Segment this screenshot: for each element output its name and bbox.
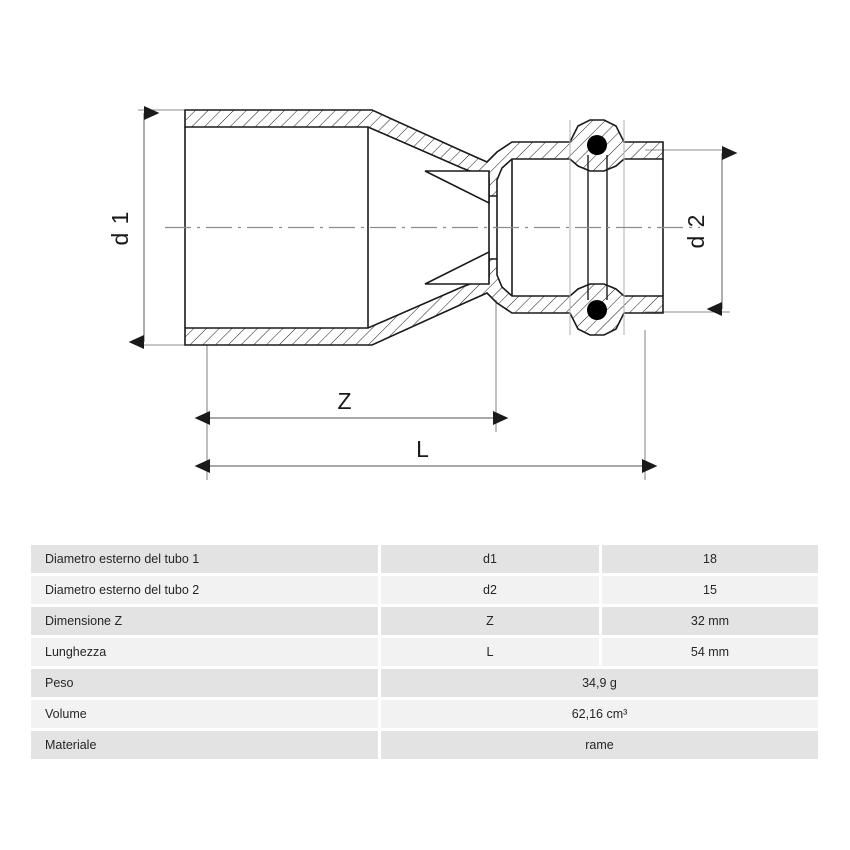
spec-value: 54 mm — [602, 638, 818, 666]
spec-value: rame — [381, 731, 818, 759]
spec-symbol: Z — [381, 607, 599, 635]
table-row — [31, 607, 818, 635]
table-row — [31, 638, 818, 666]
table-row — [31, 669, 818, 697]
spec-value: 62,16 cm³ — [381, 700, 818, 728]
seal-ring-top — [587, 135, 607, 155]
spec-value: 32 mm — [602, 607, 818, 635]
dimension-label-z: Z — [337, 388, 353, 414]
table-row — [31, 700, 818, 728]
table-row — [31, 545, 818, 573]
seal-ring-bottom — [587, 300, 607, 320]
dimension-label-d1: d 1 — [107, 210, 133, 246]
spec-label: Materiale — [31, 731, 378, 759]
table-row — [31, 576, 818, 604]
dimension-d1 — [107, 113, 144, 342]
dimension-label-l: L — [416, 436, 430, 462]
spec-label: Dimensione Z — [31, 607, 378, 635]
spec-value: 34,9 g — [381, 669, 818, 697]
specification-table — [31, 545, 818, 762]
spec-symbol: d1 — [381, 545, 599, 573]
spec-label: Volume — [31, 700, 378, 728]
spec-label: Diametro esterno del tubo 2 — [31, 576, 378, 604]
dimension-z — [210, 388, 493, 418]
spec-value: 18 — [602, 545, 818, 573]
spec-label: Lunghezza — [31, 638, 378, 666]
dimension-label-d2: d 2 — [683, 213, 709, 249]
dimension-d2 — [683, 153, 722, 309]
spec-label: Diametro esterno del tubo 1 — [31, 545, 378, 573]
spec-symbol: d2 — [381, 576, 599, 604]
spec-symbol: L — [381, 638, 599, 666]
spec-value: 15 — [602, 576, 818, 604]
dimension-l — [210, 436, 642, 466]
spec-label: Peso — [31, 669, 378, 697]
table-row — [31, 731, 818, 759]
extension-lines — [138, 110, 730, 480]
